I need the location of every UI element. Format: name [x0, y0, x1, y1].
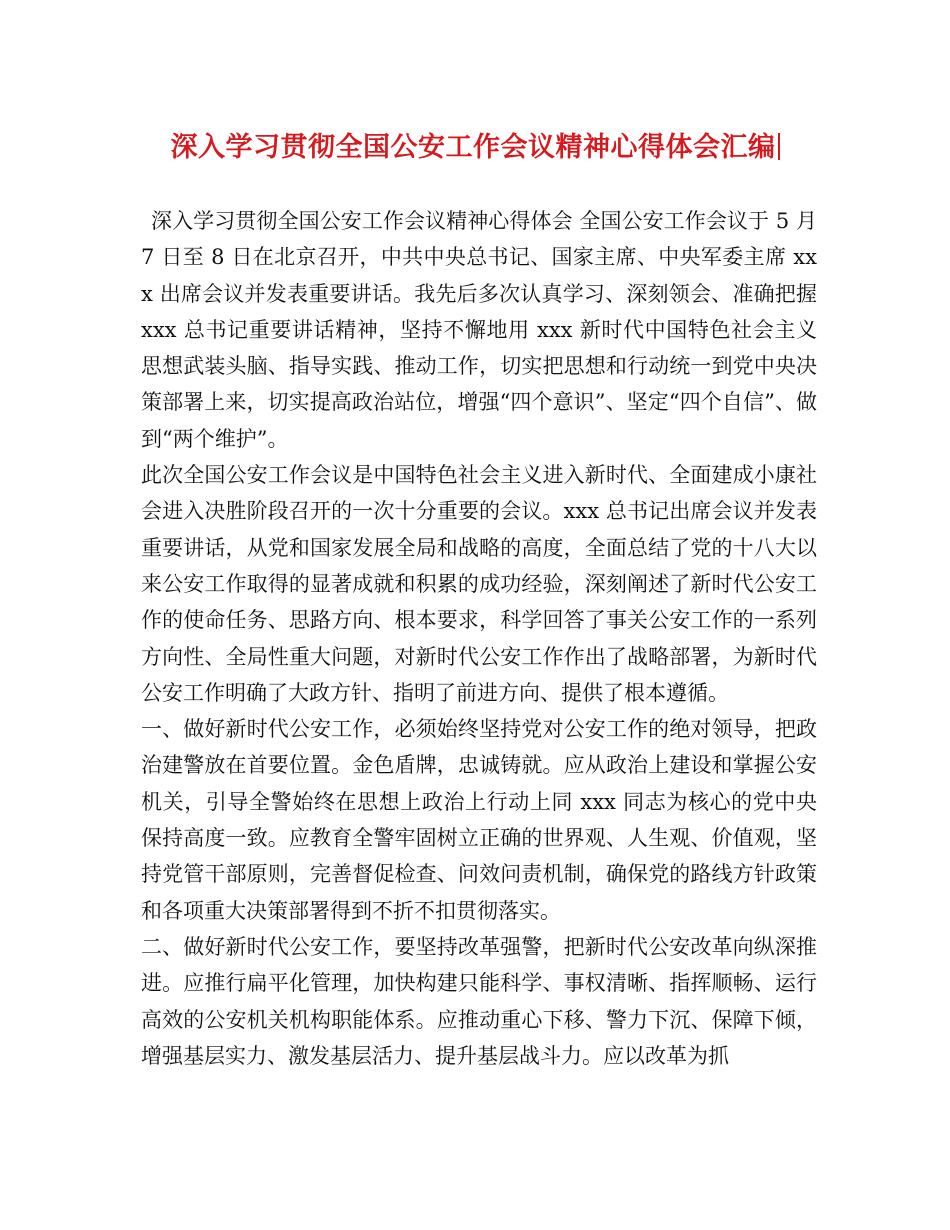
paragraph-3: 一、做好新时代公安工作，必须始终坚持党对公安工作的绝对领导，把政治建警放在首要位置。金色盾牌，忠诚铸就。应从政治上建设和掌握公安机关，引导全警始终在思想上政治上行动上同 xxx 同志为核心的党中央保持高度一致。应教育全警牢固树立正确的世界观、人生观、价值观，坚持党管干部原则，完善督促检查、问效问责机制，确保党的路线方针政策和各项重大决策部署得到不折不扣贯彻落实。 — [141, 717, 817, 923]
text-cursor — [778, 133, 780, 160]
paragraph-2: 此次全国公安工作会议是中国特色社会主义进入新时代、全面建成小康社会进入决胜阶段召开的一次十分重要的会议。xxx 总书记出席会议并发表重要讲话，从党和国家发展全局和战略的高度，全面总结了党的十八大以来公安工作取得的显著成就和积累的成功经验，深刻阐述了新时代公安工作的使命任务、思路方向、根本要求，科学回答了事关公安工作的一系列方向性、全局性重大问题，对新时代公安工作作出了战略部署，为新时代公安工作明确了大政方针、指明了前进方向、提供了根本遵循。 — [141, 463, 817, 705]
paragraph-4: 二、做好新时代公安工作，要坚持改革强警，把新时代公安改革向纵深推进。应推行扁平化管理，加快构建只能科学、事权清晰、指挥顺畅、运行高效的公安机关机构职能体系。应推动重心下移、警力下沉、保障下倾，增强基层实力、激发基层活力、提升基层战斗力。应以改革为抓 — [141, 934, 817, 1068]
document-body — [141, 203, 817, 1074]
paragraph-1: 深入学习贯彻全国公安工作会议精神心得体会 全国公安工作会议于 5 月 7 日至 8 日在北京召开，中共中央总书记、国家主席、中央军委主席 xxx 出席会议并发表重要讲话。我先后多次认真学习、深刻领会、准确把握 xxx 总书记重要讲话精神，坚持不懈地用 xxx 新时代中国特色社会主义思想武装头脑、指导实践、推动工作，切实把思想和行动统一到党中央决策部署上来，切实提高政治站位，增强“四个意识”、坚定“四个自信”、做到“两个维护”。 — [141, 209, 817, 451]
document-title-wrap — [0, 128, 950, 168]
document-title: 深入学习贯彻全国公安工作会议精神心得体会汇编 — [170, 132, 776, 163]
